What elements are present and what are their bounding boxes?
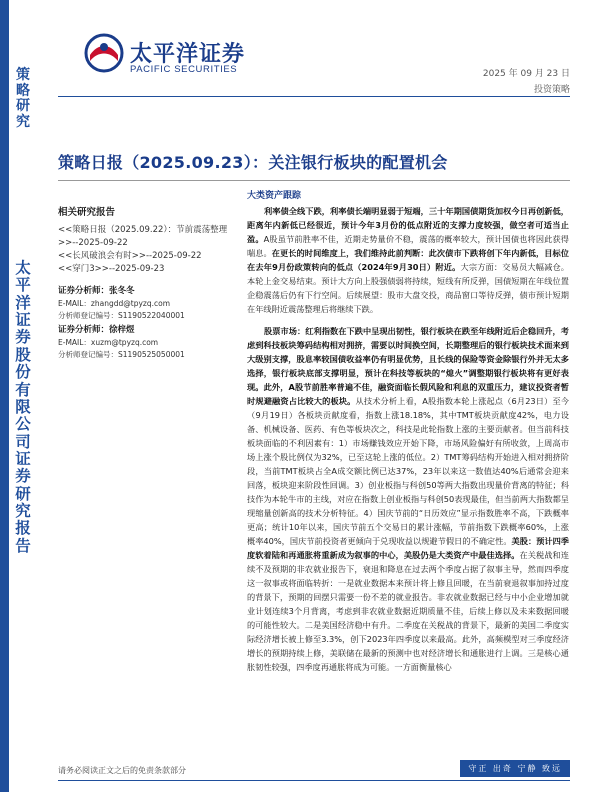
footer-slogan: 守正 出奇 宁静 致远: [460, 760, 570, 777]
report-date: 2025 年 09 月 23 日: [482, 69, 570, 79]
section-title: 大类资产跟踪: [247, 191, 302, 201]
logo-mark-icon: [84, 33, 124, 73]
analyst-registration: 分析师登记编号：S1190525050001: [58, 350, 185, 359]
bold-text: 利率债全线下跌，利率债长端明显弱于短端，三十年期国债期货加权今日再创新低，距离年内新低已经很近，预计今年3月份的低点附近的支撑力度较强，做空者可适当止盈。: [247, 206, 569, 244]
body-text: A股虽节前胜率不佳，近期走势量价不稳，震荡的概率较大，预计国债也将因此获得喘息。: [247, 234, 569, 258]
sidebar-category: 策略研究: [16, 67, 30, 131]
logo-name-en: PACIFIC SECURITIES: [130, 64, 238, 75]
related-reports-heading: 相关研究报告: [58, 207, 116, 218]
main-content: [247, 188, 569, 682]
page-title: 策略日报（2025.09.23）：关注银行板块的配置机会: [58, 153, 448, 172]
related-report-link[interactable]: <<策略日报（2025.09.22）：节前震荡整理>>--2025-09-22: [58, 225, 228, 248]
analyst-registration: 分析师登记编号：S1190522040001: [58, 311, 185, 320]
logo-name-cn: 太平洋证券: [130, 42, 246, 67]
analyst-email[interactable]: E-MAIL：xuzm@tpyzq.com: [58, 338, 159, 347]
related-report-link[interactable]: <<长风破浪会有时>>--2025-09-22: [58, 251, 202, 261]
section-lead: 股票市场：: [264, 326, 306, 336]
body-text: 在关税战和连续不及预期的非农就业报告下，衰退和降息在过去两个季度占据了叙事主导，然而四季度这一叙事或将面临转折：一是就业数据本来预计将上修且回暖，在当前衰退叙事加持过度的背景下，预期的回摆只需要一份不差的就业报告。非农就业数据已经与中小企业增加就业计划连续3个月背离，考虑到非农就业数据近期质量不佳，后续上修以及未来数据回暖的可能性较大。二是美国经济稳中有升。二季度在关税战的背景下，最新的美国二季度实际经济增长被上修至3.3%，创下2023年四季度以来最高。此外，高频模型对三季度经济增长的预期持续上修，美联储在最新的预测中也对经济增长和通胀进行上调。三是核心通胀韧性较强，四季度再通胀将成为可能。一方面衡量核心: [247, 550, 569, 672]
analyst-name: 证券分析师：徐梓煜: [58, 325, 135, 335]
header-divider: [58, 96, 570, 97]
company-logo: [84, 33, 254, 77]
disclaimer-note: 请务必阅读正文之后的免责条款部分: [58, 766, 186, 775]
related-report-link[interactable]: <<穿门3>>--2025-09-23: [58, 264, 165, 274]
report-type: 投资策略: [533, 85, 570, 95]
left-info-column: [58, 194, 230, 361]
sidebar-organization: 太平洋证券股份有限公司证券研究报告: [15, 259, 31, 555]
body-text: 从技术分析上看，A股指数本轮上涨起点（6月23日）至今（9月19日）各板块贡献度看，指数上涨18.18%，其中TMT板块贡献度42%，电力设备、机械设备、医药、有色等板块次之，科技是此轮指数上涨的主要贡献者。但当前科技板块面临的不利因素有：1）市场赚钱效应开始下降，市场风险偏好有所收敛，上周高市场上涨个股比例仅为32%，已至这轮上涨的低位。2）TMT筹码结构开始进入相对拥挤阶段，当前TMT板块占全A成交额比例已达37%，23年以来这一数值达40%后通常会迎来回落，板块迎来阶段性回调。3）创业板指与科创50等两大指数出现量价背离的特征；科技作为本轮牛市的主线，对应在指数上创业板指与科创50表现最佳，但当前两大指数都呈现缩量创新高的技术分析特征。4）国庆节前的“日历效应”显示指数胜率不高，下跌概率更高；统计10年以来，国庆节前五个交易日的累计涨幅，节前指数下跌概率60%，上涨概率40%，国庆节前投资者更倾向于兑现收益以规避节假日的不确定性。: [247, 396, 569, 546]
bold-text: 在更长的时间维度上，我们维持此前判断：此次债市下跌将创下年内新低，目标位在去年9月份政策转向的低点（2024年9月30日）附近。: [247, 248, 569, 272]
title-divider: [58, 180, 570, 181]
analyst-email[interactable]: E-MAIL：zhangdd@tpyzq.com: [58, 299, 170, 308]
bold-text: 红利指数在下跌中呈现出韧性，银行板块在跌至年线附近后企稳回升，考虑到科技板块筹码结构相对拥挤，需要以时间换空间，长期整理后的银行板块技术面来到大级别支撑，股息率较国债收益率仍有明显优势，且长线的保险等资金除银行外并无太多选择，银行板块底部支撑明显，预计在科技等板块的“熄火”调整期银行板块将有更好表现。此外，A股节前胜率普遍不佳，融资面临长假风险和利息的双重压力，建议投资者暂时规避融资占比较大的板块。: [247, 326, 569, 406]
footer-divider: [58, 780, 570, 781]
analyst-name: 证券分析师：张冬冬: [58, 286, 135, 296]
sidebar-accent-bar: [0, 0, 9, 792]
body-text: 大宗方面：交易员大幅减仓。本轮上金交易结束。预计大方向上股强债弱将持续，短线有所反弹，国债短期在年线位置企稳震荡后仍有下行空间。后续展望：股市大盘交投，商品窗口等待反弹，债市预计短期在年线附近震荡整理后将继续下跌。: [247, 262, 569, 314]
section-paragraph: [247, 204, 569, 316]
section-paragraph: [247, 324, 569, 674]
bold-text: 美股：预计四季度软着陆和再通胀将重新成为叙事的中心，美股仍是大类资产中最佳选择。: [247, 536, 569, 560]
